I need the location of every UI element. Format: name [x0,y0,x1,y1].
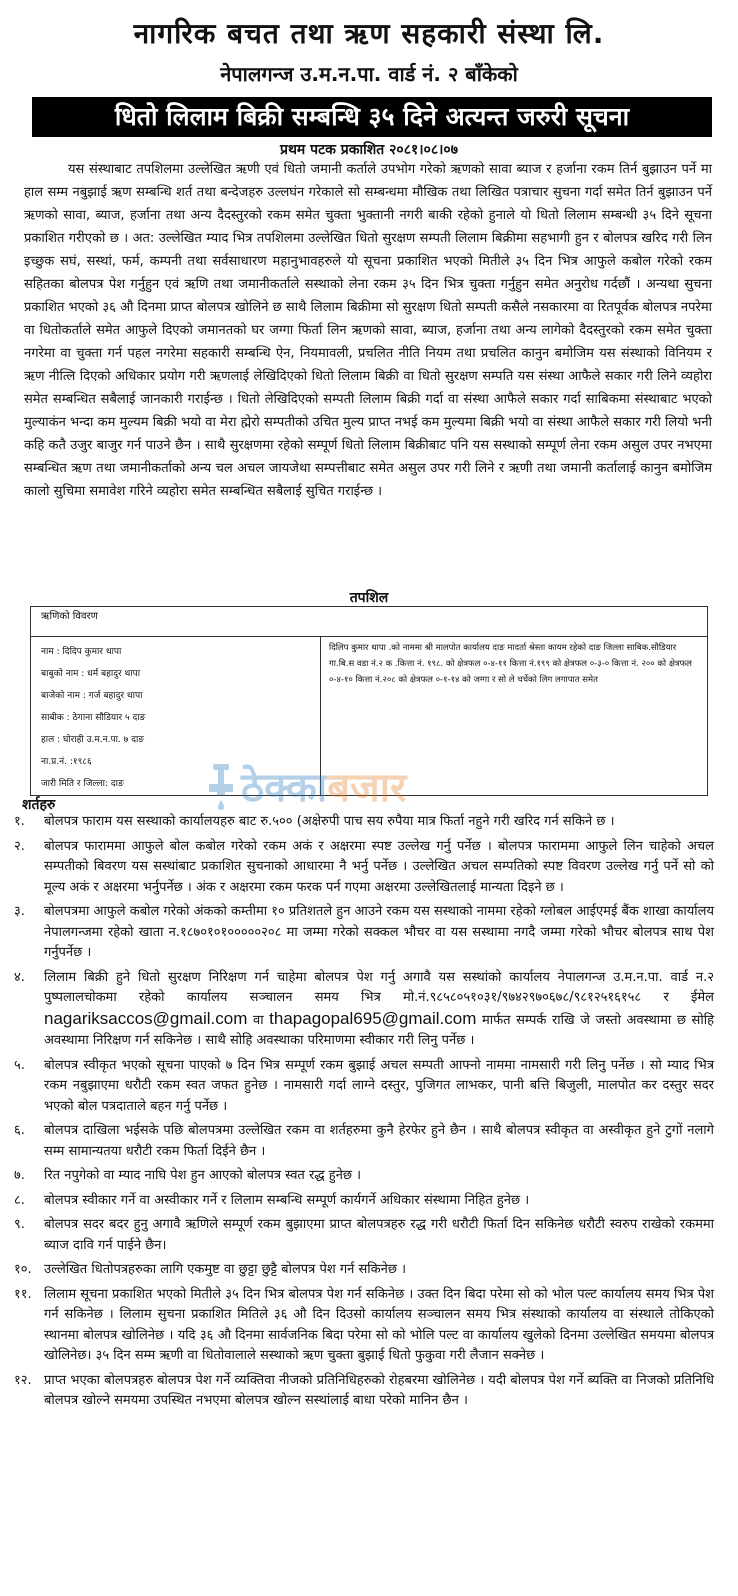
term-number: ५. [14,1057,25,1073]
email-address-secondary[interactable]: thapagopal695@gmail.com [269,1008,477,1028]
term-text: रित नपुगेको वा म्याद नाघि पेश हुन आएको बोलपत्र स्वत रद्ध हुनेछ । [44,1168,362,1183]
term-item [14,1166,714,1187]
term-number: ७. [14,1168,25,1183]
term-item [14,1191,714,1212]
term-item [14,1371,714,1412]
term-text: बोलपत्र सदर बदर हुनु अगावै ऋणिले सम्पूर्ण रकम बुझाएमा प्राप्त बोलपत्रहरु रद्ध गरी धरौटी फिर्ता दिन सकिनेछ धरौटी स्वरुप राखेको रकममा ब्याज दावि गर्न पाईने छैन। [44,1217,714,1253]
email-address-primary[interactable]: nagariksaccos@gmail.com [44,1008,248,1028]
term-number: ४. [14,969,25,985]
term-item [14,1121,714,1162]
citizenship-number: ना.प्र.नं. :१९८६ [41,757,92,767]
term-item [14,1260,714,1281]
term-number: ११. [14,1286,32,1302]
term-text: बोलपत्र स्वीकार गर्ने वा अस्वीकार गर्ने र लिलाम सम्बन्धि सम्पूर्ण कार्यगर्ने अधिकार संस्थामा निहित हुनेछ । [44,1192,530,1208]
term-item [14,812,714,833]
watermark-text [241,758,406,813]
term-text-part: मार्फत सम्पर्क राखि जे जस्तो अवस्थामा छ सोहि अवस्थामा निरिक्षण गर्न सकिनेछ । साथै सोहि अवस्थाका परिमाणमा स्वीकार गरी लिनु पर्नेछ । [44,1012,714,1048]
father-name: बाबुको नाम : धर्म बहादुर थापा [41,669,141,679]
notice-headline: धितो लिलाम बिक्री सम्बन्धि ३५ दिने अत्यन्त जरुरी सूचना [32,97,712,137]
term-text: बोलपत्र फाराममा आफुले बोल कबोल गरेको रकम अकं र अक्षरमा स्पष्ट उल्लेख गर्नु पर्नेछ । बोलपत्र फाराममा आफुले लिन चाहेको अचल सम्पतीको बिवरण यस सस्थांबाट प्रकाशित सुचनाको आधारमा नै भर्नु पर्नेछ । उल्लेखित अचल सम्पतिको स्पष्ट विवरण उल्लेख गर्नु पर्ने सो को मूल्य अकं र अक्षरमा भर्नुपर्नेछ । अंक र अक्षरमा रकम फरक पर्न गएमा अक्षरमा उल्लेखितलाई मान्यता दिइने छ । [44,838,714,895]
publication-date: प्रथम पटक प्रकाशित २०८१।०८।०७ [280,142,458,158]
term-text: प्राप्त भएका बोलपत्रहरु बोलपत्र पेश गर्ने व्यक्तिवा नीजको प्रतिनिधिहरुको रोहबरमा खोलिनेछ । यदी बोलपत्र पेश गर्ने ब्यक्ति वा निजको प्रतिनिधि बोलपत्र खोल्ने समयमा उपस्थित नभएमा बोलपत्र खोल्न सस्थांलाई बाधा परेको मानिन छैन । [44,1372,714,1408]
term-text: बोलपत्र स्वीकृत भएको सूचना पाएको ७ दिन भित्र सम्पूर्ण रकम बुझाई अचल सम्पती आफ्नो नाममा नामसारी गरी लिनु पर्नेछ । सो म्याद भित्र रकम नबुझाएमा धरौटी रकम स्वत जफत हुनेछ । नामसारी गर्दा लाग्ने दस्तुर, पुजिगत लाभकर, पानी बत्ति बिजुली, मालपोत कर दस्तुर सदर भएको बोल पत्रदाताले बहन गर्नु पर्नेछ । [44,1057,714,1114]
borrower-name: नाम : दिदिप कुमार थापा [41,647,122,657]
issue-date-district: जारी मिति र जिल्ला: दाङ [41,779,124,789]
term-number: २. [14,838,25,854]
terms-heading: शर्तहरु [22,797,56,813]
term-text: उल्लेखित धितोपत्रहरुका लागि एकमुष्ट वा छुट्टा छुट्टै बोलपत्र पेश गर्न सकिनेछ । [44,1262,407,1277]
term-item [14,1215,714,1256]
former-address: साबीक : ठेगाना सौडियार ५ दाङ [41,713,146,723]
term-number: ९. [14,1217,25,1232]
detail-box-heading: ऋणिको विवरण [31,607,707,637]
term-number: ८. [14,1192,25,1208]
term-text-contact [44,968,714,1052]
term-number: १२. [14,1372,32,1388]
term-item [14,902,714,964]
tap-icon [205,762,237,812]
schedule-title: तपशिल [349,590,389,606]
property-details: दिलिप कुमार थापा .को नाममा श्री मालपोत कार्यालय दाङ मादर्ता श्रेस्ता कायम रहेको दाङ जिल्ला साबिक.सौडियार गा.बि.स वडा नं.२ क .कित्ता नं. १९८. को क्षेत्रफल ०-४-११ कित्ता नं.१९९ को क्षेत्रफल ०-३-० कित्ता नं. २०० को क्षेत्रफल ०-४-१० कित्ता नं.२०८ को क्षेत्रफल ०-१-१४ को जग्गा र सो ले चर्चेको लिग लगापात समेत [329,643,692,685]
term-item [14,837,714,899]
term-number: १. [14,814,25,829]
term-text-part: वा [252,1012,264,1028]
term-text: लिलाम सूचना प्रकाशित भएको मितीले ३५ दिन भित्र बोलपत्र पेश गर्न सकिनेछ । उक्त दिन बिदा परेमा सो को भोल पल्ट कार्यालय समय भित्र पेश गर्न सकिनेछ । लिलाम सुचना प्रकाशित मितिले ३६ औ दिन दिउसो कार्यालय सञ्चालन समय भित्र संस्थाको कार्यालय वा संस्थाले तोकिएको स्थानमा बोलपत्र खोलिनेछ । यदि ३६ औ दिनमा सार्वजनिक बिदा परेमा सो को भोलि पल्ट वा कार्यालय खुलेको दिनमा उल्लेखित समयमा बोलपत्र खोलिनेछ। ३५ दिन सम्म ऋणी वा धितोवालाले सस्थाको ऋण चुक्ता बुझाई धितो फुकुवा गरी लैजान सक्नेछ । [44,1286,714,1363]
organization-name: नागरिक बचत तथा ऋण सहकारी संस्था लि. [133,17,605,50]
term-number: १०. [14,1262,32,1277]
term-text-part: लिलाम बिक्री हुने धितो सुरक्षण निरिक्षण गर्न चाहेमा बोलपत्र पेश गर्नु अगावै यस सस्थांको कार्यालय नेपालगन्ज उ.म.न.पा. वार्ड न.२ पुष्पलालचोकमा रहेको कार्यालय सञ्चालन समय भित्र मो.नं.९८५८०५१०३१/९७४२९७०६७८/९८१२५१६१५८ र ईमेल [44,969,714,1005]
term-number: ३. [14,904,25,919]
term-number: ६. [14,1123,25,1138]
term-item [14,968,714,1052]
term-text: बोलपत्र फाराम यस सस्थाको कार्यालयहरु बाट रु.५०० (अक्षेरुपी पाच सय रुपैया मात्र फिर्ता नहुने गरी खरिद गर्न सकिने छ । [44,814,615,829]
term-item [14,1285,714,1367]
terms-list [14,812,714,1416]
term-item [14,1056,714,1118]
term-text: बोलपत्रमा आफुले कबोल गरेको अंकको कम्तीमा १० प्रतिशतले हुन आउने रकम यस सस्थाको नाममा रहेको ग्लोबल आईएमई बैंक शाखा कार्यालय नेपालगन्जमा रहेको खाता न.१८७०१०१०००००२०८ मा जम्मा गरेको सक्कल भौचर वा यस सस्थामा नगदै जम्मा गरेको भौचर बोलपत्र साथ पेश गर्नुपर्नेछ । [44,904,714,960]
current-address: हाल : घोराही उ.म.न.पा. ७ दाङ [41,735,145,745]
grandfather-name: बाजेको नाम : गर्ज बहादुर थापा [41,691,143,701]
term-text: बोलपत्र दाखिला भईसके पछि बोलपत्रमा उल्लेखित रकम वा शर्तहरुमा कुनै हेरफेर हुने छैन । साथै बोलपत्र स्वीकृत वा अस्वीकृत हुने टुगों नलागे सम्म सामान्यतया धरौटी रकम फिर्ता दिईने छैन । [44,1123,714,1159]
organization-address: नेपालगन्ज उ.म.न.पा. वार्ड नं. २ बाँकेको [220,62,518,86]
watermark-text-part1: ठेक्का [241,765,328,811]
notice-body: यस संस्थाबाट तपशिलमा उल्लेखित ऋणी एवं धितो जमानी कर्ताले उपभोग गरेको ऋणको सावा ब्याज र हर्जाना रकम तिर्न बुझाउन पर्ने मा हाल सम्म नबुझाई ऋण सम्बन्धि शर्त तथा बन्देजहरु उल्लघंन गरेकाले सो सम्बन्धमा मौखिक तथा लिखित पत्राचार सुचना गर्दा समेत तिर्न बुझाउन पर्ने ऋणको सावा, ब्याज, हर्जाना तथा अन्य दैदस्तुरको रकम समेत चुक्ता भुक्तानी नगरी बाकी रहेको हुनाले यो धितो लिलाम सम्बन्धी ३५ दिने सूचना प्रकाशित गरीएको छ । अत: उल्लेखित म्याद भित्र तपशिलमा उल्लेखित धितो सुरक्षण सम्पती लिलाम बिक्रीमा सहभागी हुन र बोलपत्र खरिद गरी लिन इच्छुक सघं, सस्थां, फर्म, कम्पनी तथा सर्वसाधारण महानुभावहरुले यो सूचना प्रकाशित भएको मितीले ३५ दिन भित्र आफुले कबोल गरेको रकम सहितका बोलपत्र पेश गर्नुहुन एवं ऋणि तथा जमानीकर्ताले सस्थाको लेना रकम ३५ दिन भित्र चुक्ता गर्नुहुन समेत अनुरोध गर्दछौं । अन्यथा सुचना प्रकाशित भएको ३६ औ दिनमा प्राप्त बोलपत्र खोलिने छ साथै लिलाम बिक्रीमा सो सुरक्षण धितो सम्पती कसैले नसकारमा वा रितपूर्वक बोलपत्र नपरेमा वा धितोकर्ताले समेत आफुले दिएको जमानतको घर जग्गा फिर्ता लिन ऋणको सावा, ब्याज, हर्जाना तथा अन्य लागेको दैदस्तुरको रकम समेत चुक्ता नगरेमा वा चुक्ता गर्न पहल नगरेमा सहकारी सम्बन्धि ऐन, नियमावली, प्रचलित नीति नियम तथा प्रचलित कानुन बमोजिम यस संस्थाको विनियम र ऋण नीत्लि दिएको अधिकार प्रयोग गरी ऋणलाई लेखिदिएको धितो लिलाम बिक्री वा धितो सुरक्षण सम्पति यस संस्था आफैले सकार गरी लिने व्यहोरा समेत सम्बन्धित सबैलाई जानकारी गराईन्छ । धितो लेखिदिएको सम्पती लिलाम बिक्री गर्दा वा संस्था आफैले सकार गर्दा साबिकमा संस्थाबाट भएको मुल्याकंन भन्दा कम मुल्यम बिक्री भयो वा मेरा ह्मेरो सम्पतीको उचित मुल्य प्राप्त नभई कम मुल्यमा बिक्री भयो वा संस्था आफैले सकार गरी लियो भनी कहि कतै उजुर बाजुर गर्न पाउने छैन । साथै सुरक्षणमा रहेको सम्पूर्ण धितो लिलाम बिक्रीबाट पनि यस सस्थाको सम्पूर्ण लेना रकम असुल उपर नभएमा सम्बन्धित ऋण तथा जमानीकर्ताको अन्य चल अचल जायजेथा सम्पत्तीबाट समेत असुल उपर गरी लिने र ऋणी तथा जमानी कर्तालाई कानुन बमोजिम कालो सुचिमा समावेश गरिने व्यहोरा समेत सम्बन्धित सबैलाई सुचित गराईन्छ । [24,162,712,499]
watermark-text-part2: बजार [327,765,407,811]
